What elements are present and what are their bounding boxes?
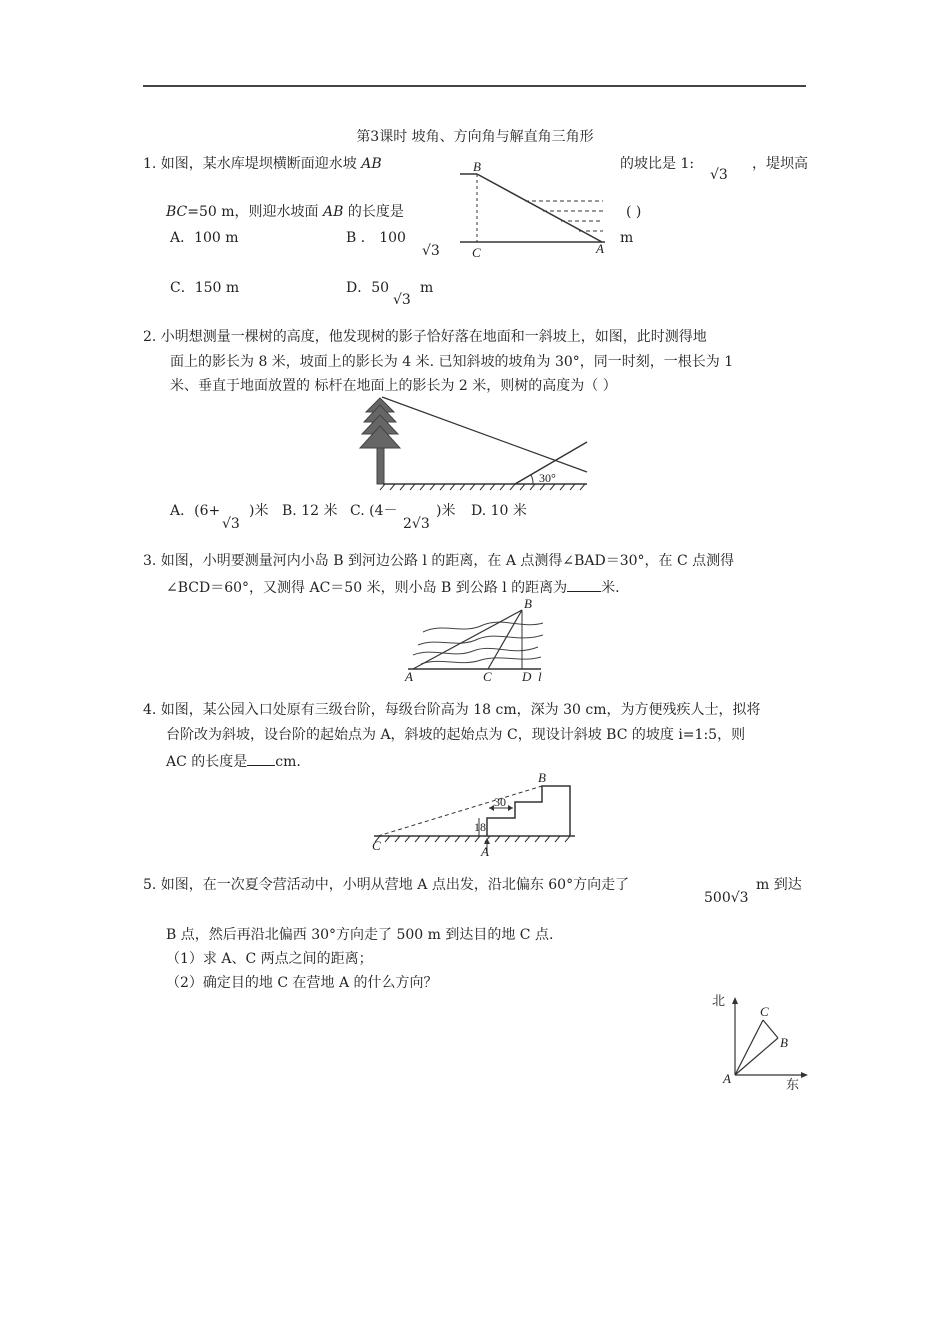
q3-line1: 3. 如图，小明要测量河内小岛 B 到河边公路 l 的距离，在 A 点测得∠BAD＝30°，在 C 点测得 — [143, 553, 735, 569]
q3-wave-4 — [421, 657, 541, 664]
q2-line3: 米、垂直于地面放置的 标杆在地面上的影长为 2 米，则树的高度为（ ） — [170, 378, 617, 394]
q1-label-b: B — [473, 159, 481, 174]
q3-label-c: C — [483, 669, 492, 684]
q1-option-d: D．50 — [346, 280, 390, 296]
q1-label-a: A — [596, 241, 604, 256]
q5-label-b: B — [780, 1035, 788, 1050]
q3-line2: ∠BCD＝60°，又测得 AC＝50 米，则小岛 B 到公路 l 的距离为 米. — [166, 577, 620, 597]
q1-answer-paren: ( ) — [626, 204, 642, 220]
q1-slope-ab — [477, 174, 602, 242]
q2-option-c: C. (4－ — [350, 503, 398, 519]
q3-river-figure — [403, 597, 553, 687]
q5-line1: 5. 如图，在一次夏令营活动中，小明从营地 A 点出发，沿北偏东 60°方向走了 — [143, 877, 630, 893]
q2-option-c-end: )米 — [436, 503, 456, 519]
q5-direction-figure — [708, 993, 808, 1093]
q3-wave-3 — [413, 647, 538, 655]
q3-label-d: D — [522, 669, 532, 684]
q1-option-c: C．150 m — [170, 280, 240, 296]
header-rule — [143, 85, 806, 87]
q1-line2: BC=50 m，则迎水坡面 AB 的长度是 — [166, 204, 404, 220]
q5-line-ab — [735, 1038, 778, 1075]
page-title: 第3课时 坡角、方向角与解直角三角形 — [356, 129, 594, 145]
q4-line2: 台阶改为斜坡，设台阶的起始点为 A，斜坡的起始点为 C，现设计斜坡 BC 的坡度 i=1:5，则 — [166, 727, 746, 743]
q3-label-a: A — [405, 669, 413, 684]
q4-depth-arrowhead-right — [508, 805, 513, 811]
q2-line2: 面上的影长为 8 米，坡面上的影长为 4 米. 已知斜坡的坡角为 30°，同一时刻，一根长为 1 — [170, 354, 734, 370]
q4-line3: AC 的长度是 cm. — [166, 751, 301, 771]
q1-dam-figure — [455, 158, 610, 258]
q2-option-a-end: )米 — [249, 503, 269, 519]
q1-label-c: C — [472, 245, 481, 260]
q4-label-b: B — [538, 770, 546, 785]
q5-sub1: （1）求 A、C 两点之间的距离； — [166, 951, 373, 967]
q2-option-c-sqrt: 2√3 — [403, 516, 430, 532]
q2-option-a-sqrt: √3 — [222, 516, 240, 532]
q5-label-north: 北 — [712, 993, 726, 1008]
q1-option-a: A．100 m — [170, 230, 239, 246]
q5-label-a: A — [723, 1071, 731, 1086]
q3-answer-blank[interactable] — [567, 577, 601, 592]
q1-option-d-unit: m — [420, 280, 434, 296]
q5-sub2: （2）确定目的地 C 在营地 A 的什么方向？ — [166, 975, 438, 991]
q1-line1: 1. 如图，某水库堤坝横断面迎水坡 AB — [143, 156, 382, 172]
q1-option-b: B ． 100 — [346, 230, 406, 246]
q4-steps — [487, 786, 570, 836]
q4-ground-hatch — [375, 836, 570, 842]
q5-label-east: 东 — [786, 1077, 800, 1092]
q2-option-b: B. 12 米 — [282, 503, 338, 519]
q4-label-height: 18 — [474, 820, 486, 834]
q1-sqrt3: √3 — [710, 167, 728, 183]
q5-line2: B 点，然后再沿北偏西 30°方向走了 500 m 到达目的地 C 点. — [166, 927, 554, 943]
q1-option-b-sqrt: √3 — [422, 243, 440, 259]
q1-option-d-sqrt: √3 — [393, 292, 411, 308]
q4-label-c: C — [372, 838, 381, 853]
q2-option-d: D. 10 米 — [471, 503, 527, 519]
q3-label-b: B — [524, 596, 532, 611]
tree-trunk — [377, 448, 384, 484]
q2-angle-label: 30° — [539, 471, 556, 485]
q5-distance-value: 500√3 — [704, 890, 749, 906]
q5-north-arrowhead — [732, 997, 738, 1004]
q5-east-arrowhead — [801, 1072, 808, 1078]
q4-answer-blank[interactable] — [247, 751, 275, 766]
q4-label-depth: 30 — [494, 795, 506, 809]
q3-label-l: l — [538, 669, 542, 684]
q5-line-bc — [763, 1020, 778, 1038]
q5-label-c: C — [760, 1004, 769, 1019]
q2-option-a: A．(6+ — [170, 503, 221, 519]
q2-line1: 2. 小明想测量一棵树的高度，他发现树的影子恰好落在地面和一斜坡上，如图，此时测得地 — [143, 329, 707, 345]
q4-slope-cb — [378, 786, 542, 836]
q5-line-ac — [735, 1020, 763, 1075]
q5-line1-end: m 到达 — [756, 877, 802, 893]
q4-line1: 4. 如图，某公园入口处原有三级台阶，每级台阶高为 18 cm，深为 30 cm，为方便残疾人士，拟将 — [143, 702, 761, 718]
q1-line1-end: ，堤坝高 — [752, 156, 808, 172]
q4-steps-figure — [370, 770, 580, 858]
q4-label-a: A — [481, 844, 489, 859]
q1-line1-right: 的坡比是 1: — [620, 156, 695, 172]
q3-wave-2 — [418, 635, 543, 645]
q2-tree-figure — [355, 395, 595, 493]
q2-angle-arc — [531, 475, 533, 484]
q1-option-b-unit: m — [620, 230, 634, 246]
